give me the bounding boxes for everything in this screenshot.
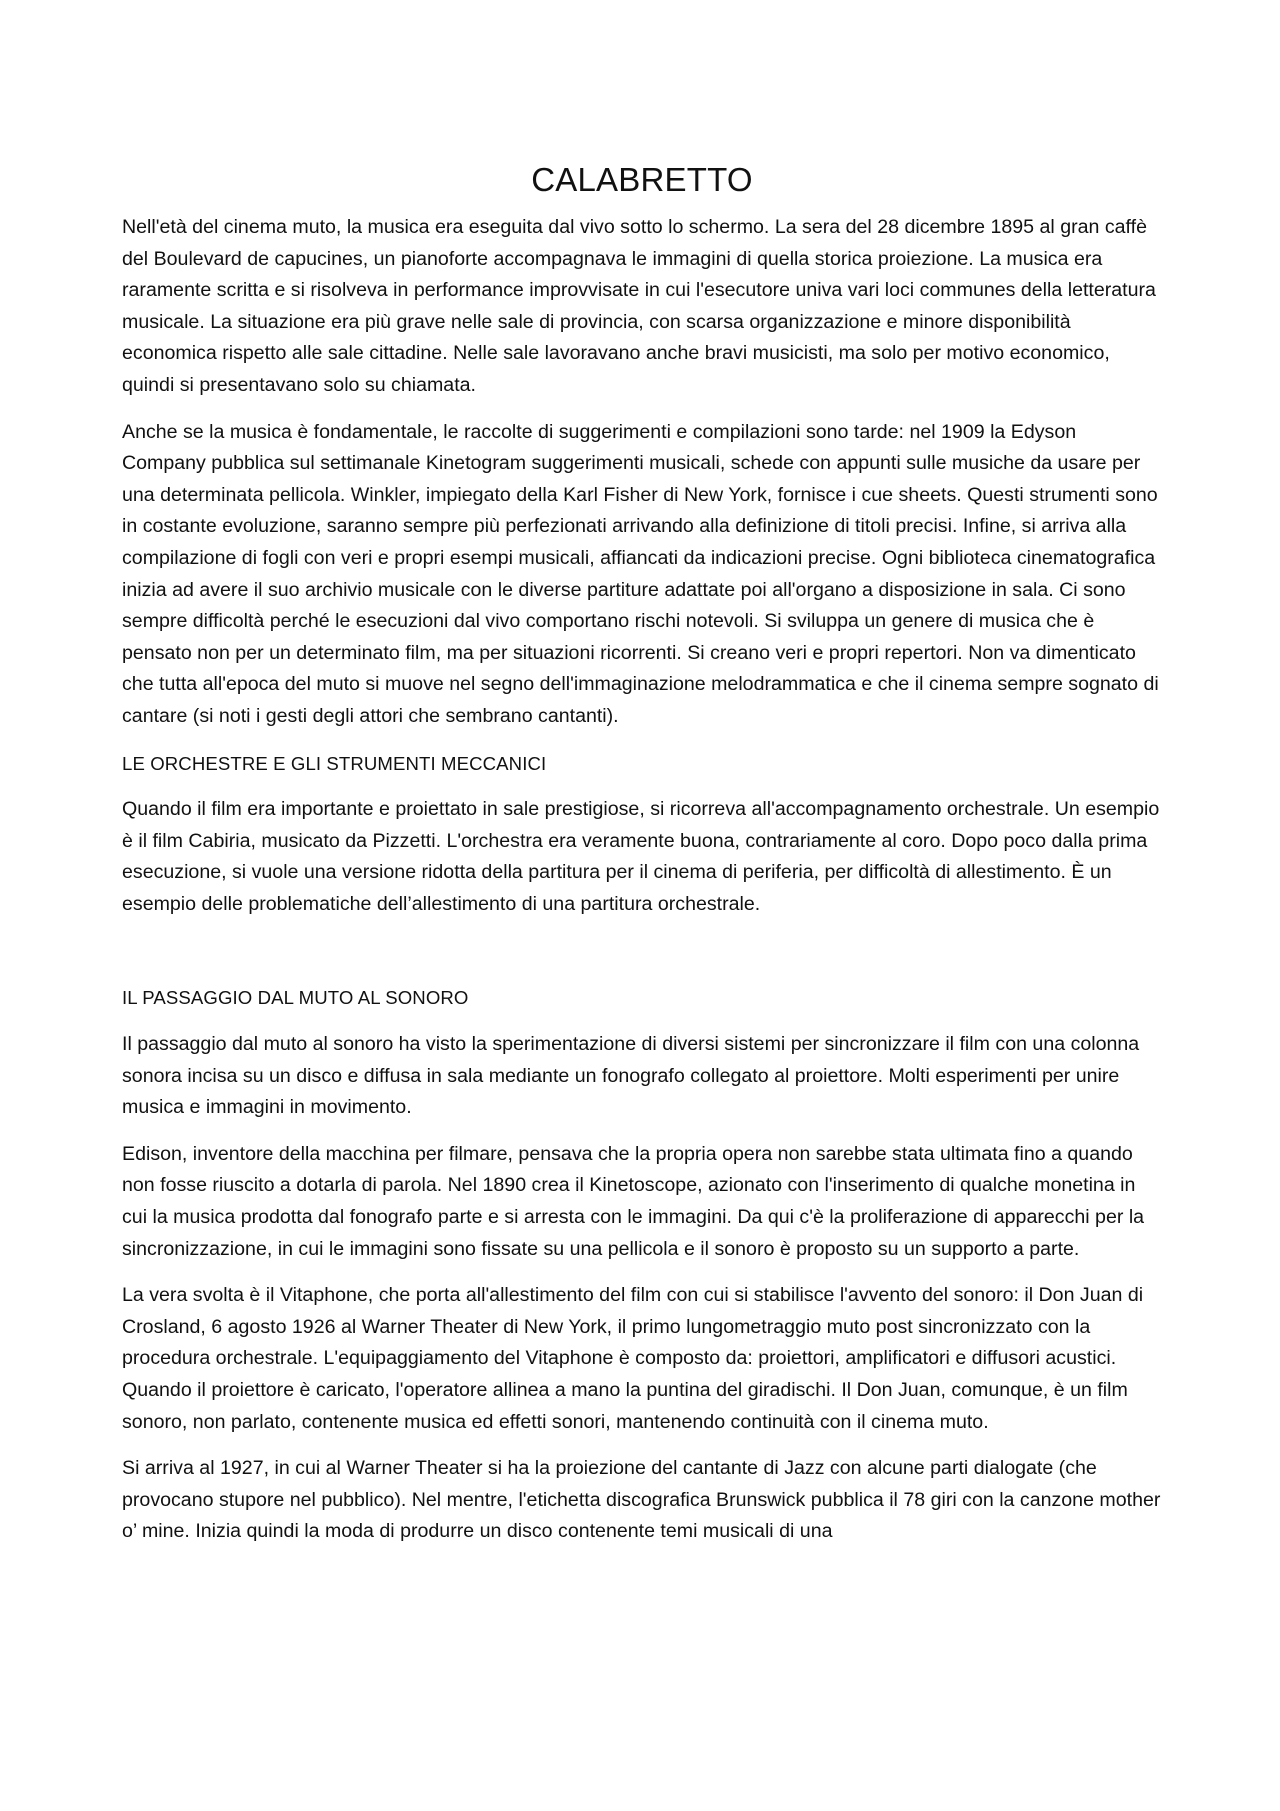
paragraph-intro: Nell'età del cinema muto, la musica era eseguita dal vivo sotto lo schermo. La sera del 28 dicembre 1895 al gran caffè del Boulevard de capucines, un pianoforte accompagnava le immagini di quella storica proiezione. La musica era raramente scritta e si risolveva in performance improvvisate in cui l'esecutore univa vari loci communes della letteratura musicale. La situazione era più grave nelle sale di provincia, con scarsa organizzazione e minore disponibilità economica rispetto alle sale cittadine. Nelle sale lavoravano anche bravi musicisti, ma solo per motivo economico, quindi si presentavano solo su chiamata. <box>122 216 1156 396</box>
paragraph-vitaphone: La vera svolta è il Vitaphone, che porta all'allestimento del film con cui si stabilisce l'avvento del sonoro: il Don Juan di Crosland, 6 agosto 1926 al Warner Theater di New York, il primo lungometraggio muto post sincronizzato con la procedura orchestrale. L'equipaggiamento del Vitaphone è composto da: proiettori, amplificatori e diffusori acustici. Quando il proiettore è caricato, l'operatore allinea a mano la puntina del giradischi. Il Don Juan, comunque, è un film sonoro, non parlato, contenente musica ed effetti sonori, mantenendo continuità con il cinema muto. <box>122 1284 1144 1433</box>
blank-line <box>122 935 1162 982</box>
paragraph-sound-systems: Il passaggio dal muto al sonoro ha visto la sperimentazione di diversi sistemi per sincronizzare il film con una colonna sonora incisa su un disco e diffusa in sala mediante un fonografo collegato al proiettore. Molti esperimenti per unire musica e immagini in movimento. <box>122 1033 1140 1119</box>
paragraph-compilations: Anche se la musica è fondamentale, le raccolte di suggerimenti e compilazioni sono tarde: nel 1909 la Edyson Company pubblica sul settimanale Kinetogram suggerimenti musicali, schede con appunti sulle musiche da usare per una determinata pellicola. Winkler, impiegato della Karl Fisher di New York, fornisce i cue sheets. Questi strumenti sono in costante evoluzione, saranno sempre più perfezionati arrivando alla definizione di titoli precisi. Infine, si arriva alla compilazione di fogli con veri e propri esempi musicali, affiancati da indicazioni precise. Ogni biblioteca cinematografica inizia ad avere il suo archivio musicale con le diverse partiture adattate poi all'organo a disposizione in sala. Ci sono sempre difficoltà perché le esecuzioni dal vivo comportano rischi notevoli. Si sviluppa un genere di musica che è pensato non per un determinato film, ma per situazioni ricorrenti. Si creano veri e propri repertori. Non va dimenticato che tutta all'epoca del muto si muove nel segno dell'immaginazione melodrammatica e che il cinema sempre sognato di cantare (si noti i gesti degli attori che sembrano cantanti). <box>122 420 1159 727</box>
document-title: CALABRETTO <box>531 161 753 198</box>
paragraph-orchestras: Quando il film era importante e proiettato in sale prestigiose, si ricorreva all'accompagnamento orchestrale. Un esempio è il film Cabiria, musicato da Pizzetti. L'orchestra era veramente buona, contrariamente al coro. Dopo poco dalla prima esecuzione, si vuole una versione ridotta della partitura per il cinema di periferia, per difficoltà di allestimento. È un esempio delle problematiche dell’allestimento di una partitura orchestrale. <box>122 798 1160 915</box>
document-body <box>122 158 1162 1563</box>
section-heading-sound-transition: IL PASSAGGIO DAL MUTO AL SONORO <box>122 987 469 1009</box>
paragraph-1927: Si arriva al 1927, in cui al Warner Theater si ha la proiezione del cantante di Jazz con alcune parti dialogate (che provocano stupore nel pubblico). Nel mentre, l'etichetta discografica Brunswick pubblica il 78 giri con la canzone mother o’ mine. Inizia quindi la moda di produrre un disco contenente temi musicali di una <box>122 1457 1161 1543</box>
paragraph-edison: Edison, inventore della macchina per filmare, pensava che la propria opera non sarebbe stata ultimata fino a quando non fosse riuscito a dotarla di parola. Nel 1890 crea il Kinetoscope, azionato con l'inserimento di qualche monetina in cui la musica prodotta dal fonografo parte e si arresta con le immagini. Da qui c'è la proliferazione di apparecchi per la sincronizzazione, in cui le immagini sono fissate su una pellicola e il sonoro è proposto su un supporto a parte. <box>122 1142 1145 1260</box>
section-heading-orchestras: LE ORCHESTRE E GLI STRUMENTI MECCANICI <box>122 752 547 774</box>
